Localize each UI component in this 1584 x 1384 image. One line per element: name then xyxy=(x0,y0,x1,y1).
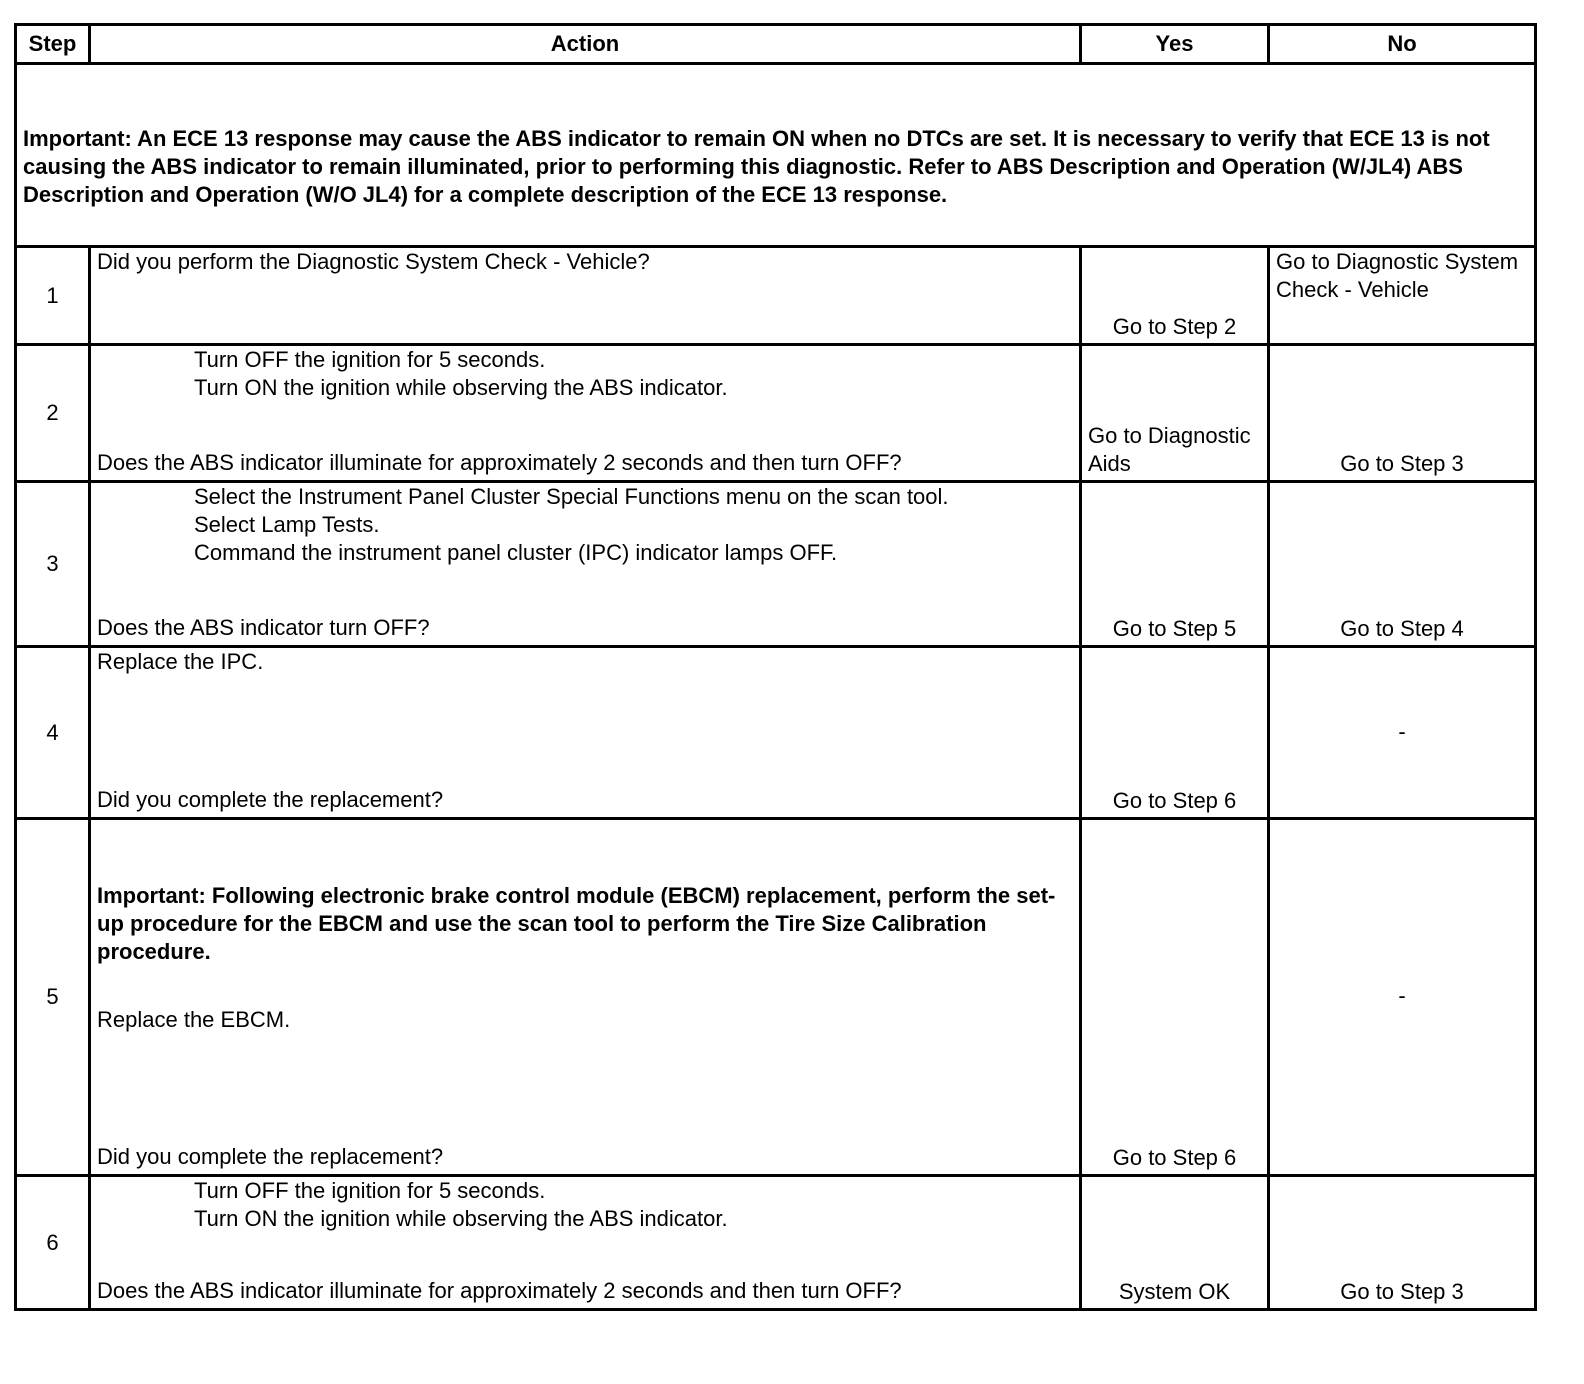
no-cell: Go to Step 4 xyxy=(1269,482,1536,647)
question-text: Does the ABS indicator illuminate for approximately 2 seconds and then turn OFF? xyxy=(97,450,902,475)
step-number: 1 xyxy=(16,247,90,345)
yes-cell: System OK xyxy=(1081,1176,1269,1310)
no-cell: - xyxy=(1269,819,1536,1176)
yes-cell: Go to Step 6 xyxy=(1081,819,1269,1176)
question-text: Does the ABS indicator turn OFF? xyxy=(97,615,430,640)
no-cell: Go to Diagnostic System Check - Vehicle xyxy=(1269,247,1536,345)
yes-cell: Go to Step 6 xyxy=(1081,647,1269,819)
action-cell xyxy=(90,819,1081,1176)
table-row xyxy=(16,1176,1536,1310)
table-row xyxy=(16,482,1536,647)
action-line: Turn OFF the ignition for 5 seconds. xyxy=(194,347,546,372)
table-row xyxy=(16,247,1536,345)
action-cell xyxy=(90,647,1081,819)
step-number: 2 xyxy=(16,345,90,482)
question-text: Does the ABS indicator illuminate for approximately 2 seconds and then turn OFF? xyxy=(97,1278,902,1303)
action-cell xyxy=(90,247,1081,345)
question-text: Did you complete the replacement? xyxy=(97,1144,444,1169)
important-note: Important: An ECE 13 response may cause the ABS indicator to remain ON when no DTCs are set. It is necessary to verify that ECE 13 is not causing the ABS indicator to remain illuminated, prior to performing this diagnostic. Refer to ABS Description and Operation (W/JL4) ABS Description and Operation (W/O JL4) for a complete description of the ECE 13 response. xyxy=(16,64,1536,247)
important-note-row xyxy=(16,64,1536,247)
step-number: 5 xyxy=(16,819,90,1176)
action-line: Turn ON the ignition while observing the ABS indicator. xyxy=(194,1206,728,1231)
table-row xyxy=(16,345,1536,482)
action-cell xyxy=(90,345,1081,482)
table-row xyxy=(16,819,1536,1176)
action-line: Turn ON the ignition while observing the ABS indicator. xyxy=(194,375,728,400)
action-line: Command the instrument panel cluster (IPC) indicator lamps OFF. xyxy=(194,540,838,565)
diagnostic-table xyxy=(14,23,1537,1311)
action-line: Select Lamp Tests. xyxy=(194,512,380,537)
header-no: No xyxy=(1269,25,1536,64)
instruction-text: Replace the EBCM. xyxy=(97,1007,291,1032)
question-text: Did you complete the replacement? xyxy=(97,787,444,812)
instruction-text: Replace the IPC. xyxy=(97,649,264,674)
step-number: 4 xyxy=(16,647,90,819)
header-step: Step xyxy=(16,25,90,64)
step-number: 6 xyxy=(16,1176,90,1310)
action-cell xyxy=(90,1176,1081,1310)
action-line: Select the Instrument Panel Cluster Special Functions menu on the scan tool. xyxy=(194,484,949,509)
action-line: Turn OFF the ignition for 5 seconds. xyxy=(194,1178,546,1203)
no-cell: - xyxy=(1269,647,1536,819)
question-text: Did you perform the Diagnostic System Check - Vehicle? xyxy=(97,249,650,274)
header-row xyxy=(16,25,1536,64)
yes-cell: Go to Step 5 xyxy=(1081,482,1269,647)
no-cell: Go to Step 3 xyxy=(1269,345,1536,482)
header-action: Action xyxy=(90,25,1081,64)
table-row xyxy=(16,647,1536,819)
action-cell xyxy=(90,482,1081,647)
header-yes: Yes xyxy=(1081,25,1269,64)
yes-cell: Go to Step 2 xyxy=(1081,247,1269,345)
step-number: 3 xyxy=(16,482,90,647)
step5-important-note: Important: Following electronic brake control module (EBCM) replacement, perform the set-up procedure for the EBCM and use the scan tool to perform the Tire Size Calibration procedure. xyxy=(97,883,1056,964)
yes-cell: Go to Diagnostic Aids xyxy=(1081,345,1269,482)
no-cell: Go to Step 3 xyxy=(1269,1176,1536,1310)
